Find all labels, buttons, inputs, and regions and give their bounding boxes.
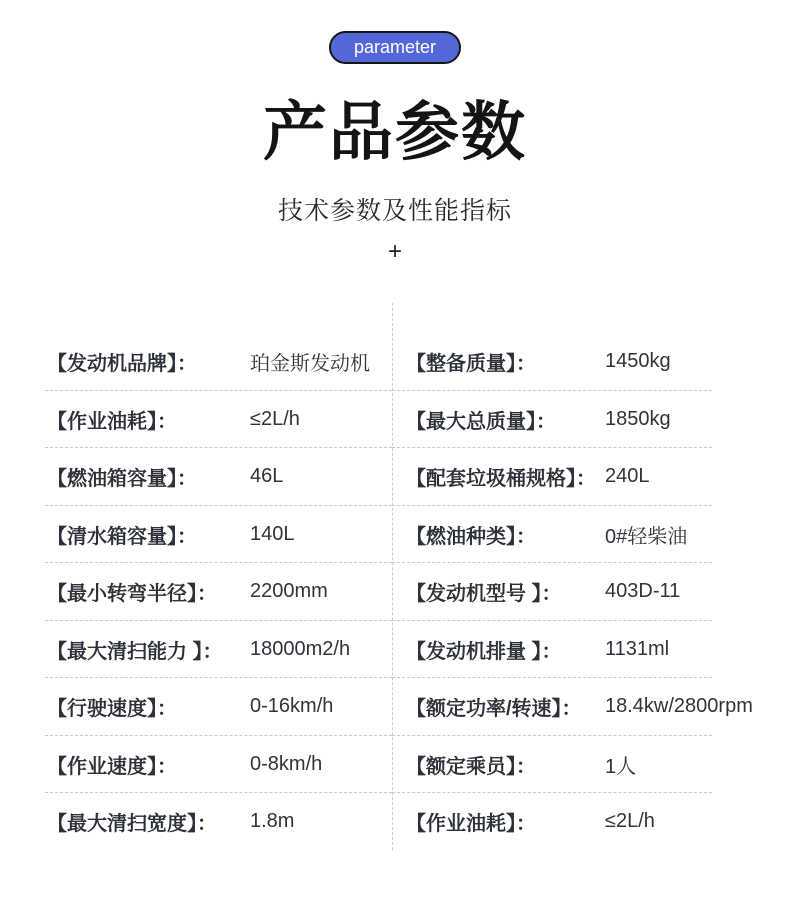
param-value: 403D-11 — [605, 580, 681, 603]
param-label: 【作业速度】： — [47, 755, 177, 778]
param-value: 0#轻柴油 — [605, 525, 688, 548]
param-value: 140L — [250, 522, 295, 545]
param-label: 【发动机品牌】： — [47, 353, 197, 376]
param-value: 18.4kw/2800rpm — [605, 695, 753, 718]
table-row — [392, 506, 745, 564]
param-label: 【发动机排量 】： — [406, 640, 562, 663]
param-value: 珀金斯发动机 — [250, 353, 370, 376]
param-label: 【最大清扫能力 】： — [47, 640, 223, 663]
param-value: 0-16km/h — [250, 695, 334, 718]
param-value: 0-8km/h — [250, 752, 323, 775]
param-value: 240L — [605, 465, 650, 488]
param-label: 【清水箱容量】： — [47, 525, 197, 548]
param-label: 【最大清扫宽度】： — [47, 813, 217, 836]
param-label: 【整备质量】： — [406, 353, 536, 376]
table-row — [392, 391, 745, 449]
param-label: 【燃油种类】： — [406, 525, 536, 548]
table-row — [392, 563, 745, 621]
page-title: 产品参数 — [263, 96, 527, 168]
table-row — [45, 793, 392, 851]
table-row — [45, 736, 392, 794]
parameters-column-right — [392, 333, 753, 851]
table-row — [45, 391, 392, 449]
param-label: 【行驶速度】： — [47, 698, 177, 721]
table-top-spacer — [45, 303, 745, 333]
param-label: 【燃油箱容量】： — [47, 468, 197, 491]
parameters-column-left — [45, 333, 392, 851]
param-label: 【发动机型号 】： — [406, 583, 562, 606]
table-row — [392, 793, 745, 851]
param-value: 18000m2/h — [250, 637, 351, 660]
table-row — [45, 621, 392, 679]
plus-symbol: + — [387, 238, 402, 265]
param-value: 1450kg — [605, 350, 671, 373]
table-row — [392, 678, 753, 736]
param-value: 2200mm — [250, 580, 328, 603]
table-row — [45, 563, 392, 621]
table-row — [392, 621, 745, 679]
page-subtitle: 技术参数及性能指标 — [277, 197, 512, 225]
param-value: 46L — [250, 465, 284, 488]
table-row — [45, 448, 392, 506]
param-value: 1人 — [605, 755, 637, 778]
param-label: 【配套垃圾桶规格】： — [406, 468, 596, 491]
table-row — [45, 678, 392, 736]
table-row — [392, 448, 745, 506]
param-value: ≤2L/h — [605, 810, 655, 833]
param-label: 【作业油耗】： — [406, 813, 536, 836]
param-label: 【最大总质量】： — [406, 410, 556, 433]
param-value: 1131ml — [605, 637, 670, 660]
param-value: 1850kg — [605, 407, 671, 430]
param-label: 【最小转弯半径】： — [47, 583, 217, 606]
param-label: 【作业油耗】： — [47, 410, 177, 433]
param-value: 1.8m — [250, 810, 295, 833]
param-label: 【额定乘员】： — [406, 755, 536, 778]
table-row — [392, 736, 745, 794]
parameters-table — [45, 303, 753, 850]
parameter-badge: parameter — [329, 31, 461, 64]
table-row — [45, 506, 392, 564]
param-label: 【额定功率/转速】： — [406, 698, 582, 721]
param-value: ≤2L/h — [250, 407, 300, 430]
table-row — [45, 333, 392, 391]
table-row — [392, 333, 745, 391]
